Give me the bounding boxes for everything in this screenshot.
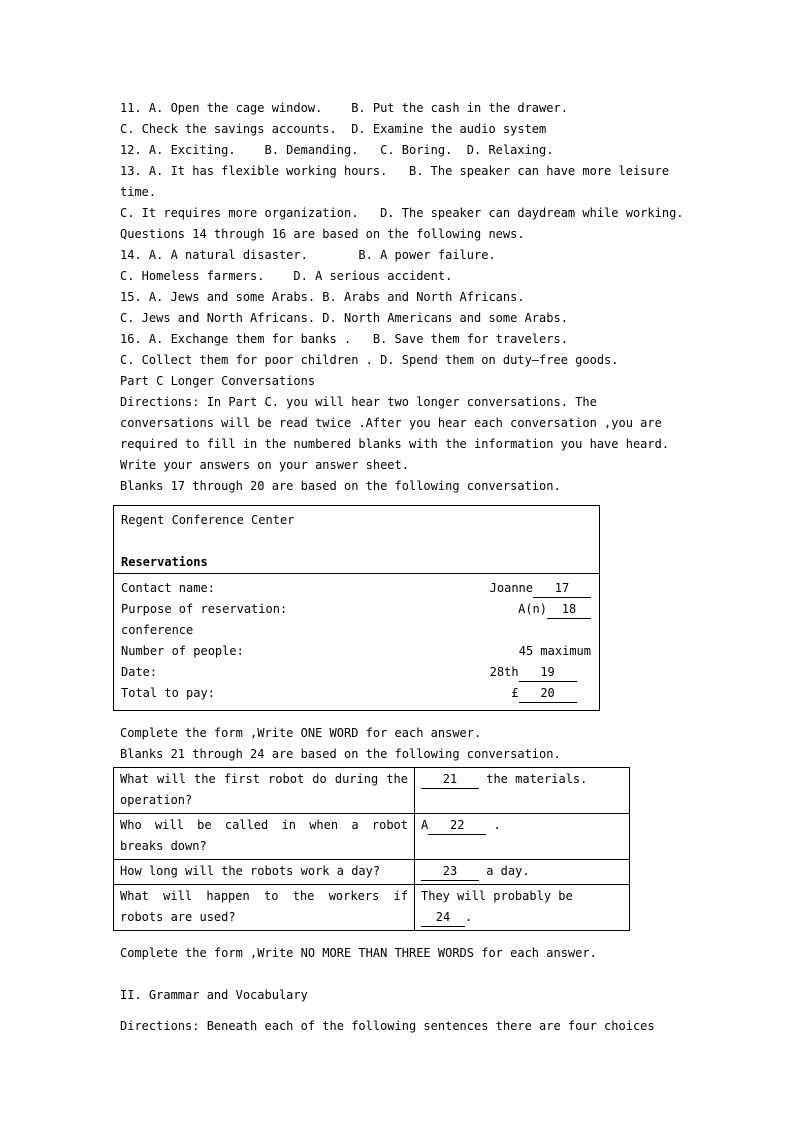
answer-suffix: a day. (479, 864, 530, 878)
question-line: C. Check the savings accounts. D. Examine the audio system (120, 122, 547, 136)
purpose-value-text: A(n) (518, 602, 547, 616)
people-label: Number of people: (121, 644, 244, 658)
form-row-purpose (121, 599, 591, 620)
table-row (114, 814, 630, 860)
answer-suffix: . (486, 818, 501, 832)
answer-prefix: A (421, 818, 429, 832)
complete-form2-instruction: Complete the form ,Write NO MORE THAN THREE WORDS for each answer. (120, 946, 597, 960)
contact-name-label: Contact name: (121, 581, 215, 595)
reservation-form (113, 505, 600, 711)
contact-value-text: Joanne (489, 581, 533, 595)
directions-line: conversations will be read twice .After you hear each conversation ,you are (120, 416, 662, 430)
question-line: C. It requires more organization. D. The speaker can daydream while working. (120, 206, 684, 220)
section2-directions: Directions: Beneath each of the following sentences there are four choices (120, 1019, 655, 1033)
question-cell: What will the first robot do during the operation? (114, 768, 415, 814)
answer-cell (415, 860, 630, 885)
question-cell: Who will be called in when a robot breaks down? (114, 814, 415, 860)
directions-line: required to fill in the numbered blanks with the information you have heard. (120, 437, 670, 451)
form-section-heading: Reservations (121, 555, 208, 569)
currency-symbol: £ (511, 686, 519, 700)
purpose-label: Purpose of reservation: (121, 602, 288, 616)
blank-21: 21 (421, 770, 479, 789)
purpose-value (518, 599, 591, 620)
question-line: time. (120, 185, 157, 199)
contact-name-value (490, 578, 591, 599)
question-line: 12. A. Exciting. B. Demanding. C. Boring. D. Relaxing. (120, 143, 554, 157)
blank-19: 19 (519, 663, 577, 682)
blank-22: 22 (428, 816, 486, 835)
form-row-people (121, 641, 591, 662)
form-row-date (121, 662, 591, 683)
blank-18: 18 (547, 600, 591, 619)
table-row (114, 885, 630, 931)
date-value (490, 662, 591, 683)
question-line: 11. A. Open the cage window. B. Put the cash in the drawer. (120, 101, 568, 115)
total-label: Total to pay: (121, 686, 215, 700)
blank-23: 23 (421, 862, 479, 881)
spacer (121, 531, 591, 552)
table-row (114, 768, 630, 814)
spacer (120, 964, 686, 985)
form-title: Regent Conference Center (121, 513, 295, 527)
blank-24: 24 (421, 908, 465, 927)
robot-qa-table (113, 767, 630, 931)
table-row (114, 860, 630, 885)
question-line: C. Collect them for poor children . D. Spend them on duty—free goods. (120, 353, 619, 367)
form-row-contact (121, 578, 591, 599)
section-intro-line: Questions 14 through 16 are based on the following news. (120, 227, 525, 241)
form-row-total (121, 683, 591, 704)
directions-line: Directions: In Part C. you will hear two longer conversations. The (120, 395, 597, 409)
answer-cell (415, 768, 630, 814)
question-line: 16. A. Exchange them for banks . B. Save them for travelers. (120, 332, 568, 346)
question-line: C. Jews and North Africans. D. North Americans and some Arabs. (120, 311, 568, 325)
question-line: 15. A. Jews and some Arabs. B. Arabs and North Africans. (120, 290, 525, 304)
people-value: 45 maximum (518, 644, 591, 658)
answer-prefix: They will probably be (421, 889, 573, 903)
document-content (120, 98, 686, 1037)
answer-suffix: . (465, 910, 473, 924)
directions-line: Write your answers on your answer sheet. (120, 458, 409, 472)
blank-20: 20 (519, 684, 577, 703)
blanks-intro-line: Blanks 17 through 20 are based on the following conversation. (120, 479, 561, 493)
reservation-form-body (114, 574, 599, 710)
question-cell: How long will the robots work a day? (114, 860, 415, 885)
question-line: C. Homeless farmers. D. A serious accident. (120, 269, 453, 283)
answer-cell (415, 885, 630, 931)
reservation-form-header (114, 506, 599, 574)
question-cell: What will happen to the workers if robots are used? (114, 885, 415, 931)
question-line: 14. A. A natural disaster. B. A power failure. (120, 248, 496, 262)
blanks-21-24-intro: Blanks 21 through 24 are based on the following conversation. (120, 747, 561, 761)
date-value-text: 28th (489, 665, 519, 679)
date-label: Date: (121, 665, 158, 679)
form-row-purpose-cont (121, 620, 591, 641)
answer-cell (415, 814, 630, 860)
answer-suffix: the materials. (479, 772, 588, 786)
part-c-heading: Part C Longer Conversations (120, 374, 316, 388)
total-value (511, 683, 591, 704)
section2-title: II. Grammar and Vocabulary (120, 988, 308, 1002)
complete-form1-instruction: Complete the form ,Write ONE WORD for each answer. (120, 726, 482, 740)
blank-17: 17 (533, 579, 591, 598)
purpose-value-continued: conference (121, 623, 194, 637)
question-line: 13. A. It has flexible working hours. B. The speaker can have more leisure (120, 164, 670, 178)
